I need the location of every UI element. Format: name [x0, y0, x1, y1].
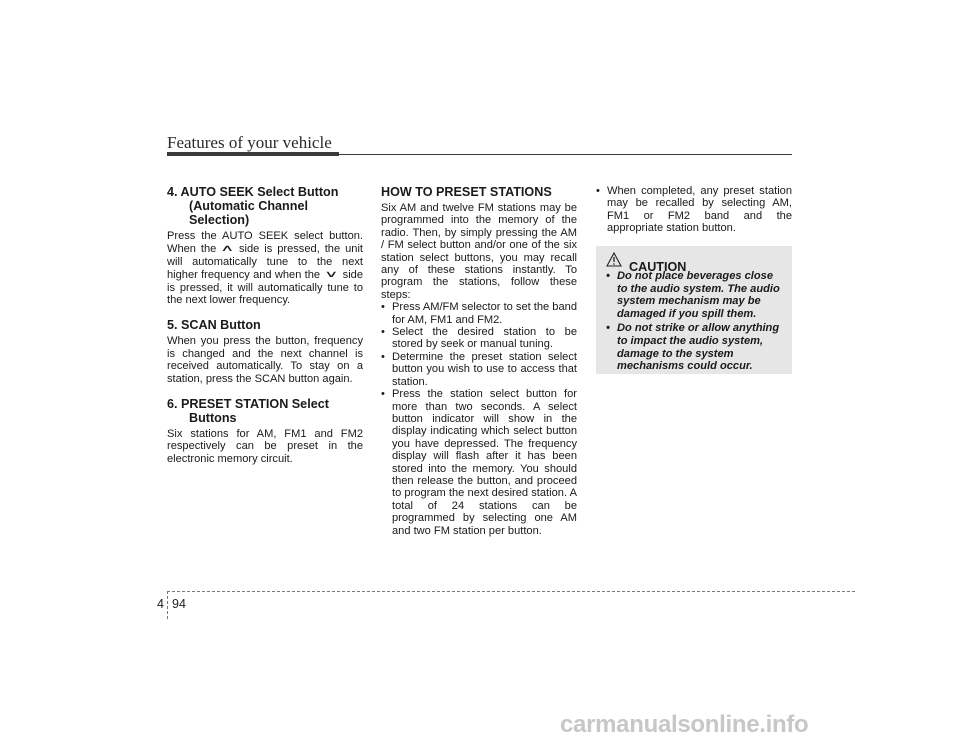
section-number: 4 [157, 597, 164, 611]
list-item: • Determine the preset station select button you wish to use to access that station. [381, 351, 577, 388]
list-item: • Do not strike or allow anything to impact the audio system, damage to the system mechanisms could occur. [606, 322, 784, 372]
auto-seek-text [167, 230, 363, 306]
footer-tick [167, 591, 168, 619]
list-item: • When completed, any preset station may be recalled by selecting AM, FM1 or FM2 band and the appropriate station button. [596, 185, 792, 235]
scan-heading: 5. SCAN Button [167, 318, 261, 333]
auto-seek-heading: 4. AUTO SEEK Select Button (Automatic Channel Selection) [167, 185, 339, 227]
column-2 [381, 185, 577, 537]
page-number: 94 [172, 597, 186, 611]
preset-steps-list [381, 301, 577, 537]
chevron-down-icon: ∨ [324, 269, 339, 280]
header-rule [339, 154, 792, 155]
auto-seek-text-c: side is pressed, it will automatically tune to the next lower frequency. [167, 269, 363, 307]
page-header-title: Features of your vehicle [167, 133, 332, 152]
auto-seek-text-b: side is pressed, the unit will automatically tune to the next higher frequency and when the [167, 243, 363, 282]
how-to-preset-intro: Six AM and twelve FM stations may be programmed into the memory of the radio. Then, by simply pressing the AM / FM select button and/or one of the six station select buttons, you may recall any of these stations instantly. To program the stations, follow these steps: [381, 202, 577, 301]
how-to-preset-heading: HOW TO PRESET STATIONS [381, 185, 552, 199]
caution-title: CAUTION [629, 260, 687, 274]
chevron-up-icon: ∧ [220, 243, 235, 254]
list-item: • Do not place beverages close to the audio system. The audio system mechanism may be damaged if you spill them. [606, 270, 784, 320]
footer-rule [167, 591, 855, 592]
caution-list [606, 270, 784, 375]
watermark: carmanualsonline.info [560, 711, 809, 738]
preset-station-text: Six stations for AM, FM1 and FM2 respectively can be preset in the electronic memory circuit. [167, 428, 363, 465]
scan-text: When you press the button, frequency is changed and the next channel is received automatically. To stay on a station, press the SCAN button again. [167, 335, 363, 385]
header-bar [167, 152, 339, 156]
auto-seek-text-a: Press the AUTO SEEK select button. When the [167, 230, 363, 256]
recall-list [596, 185, 792, 235]
column-1 [167, 185, 363, 477]
column-3 [596, 185, 792, 235]
warning-triangle-icon [606, 252, 622, 267]
preset-station-heading: 6. PRESET STATION Select Buttons [167, 397, 329, 426]
list-item: • Select the desired station to be stored by seek or manual tuning. [381, 326, 577, 351]
caution-box [596, 246, 792, 374]
list-item: • Press AM/FM selector to set the band for AM, FM1 and FM2. [381, 301, 577, 326]
list-item: • Press the station select button for more than two seconds. A select button indicator will show in the display indicating which select button you have depressed. The frequency display will flash after it has been stored into the memory. You should then release the button, and proceed to program the next desired station. A total of 24 stations can be programmed by selecting one AM and two FM station per button. [381, 388, 577, 537]
